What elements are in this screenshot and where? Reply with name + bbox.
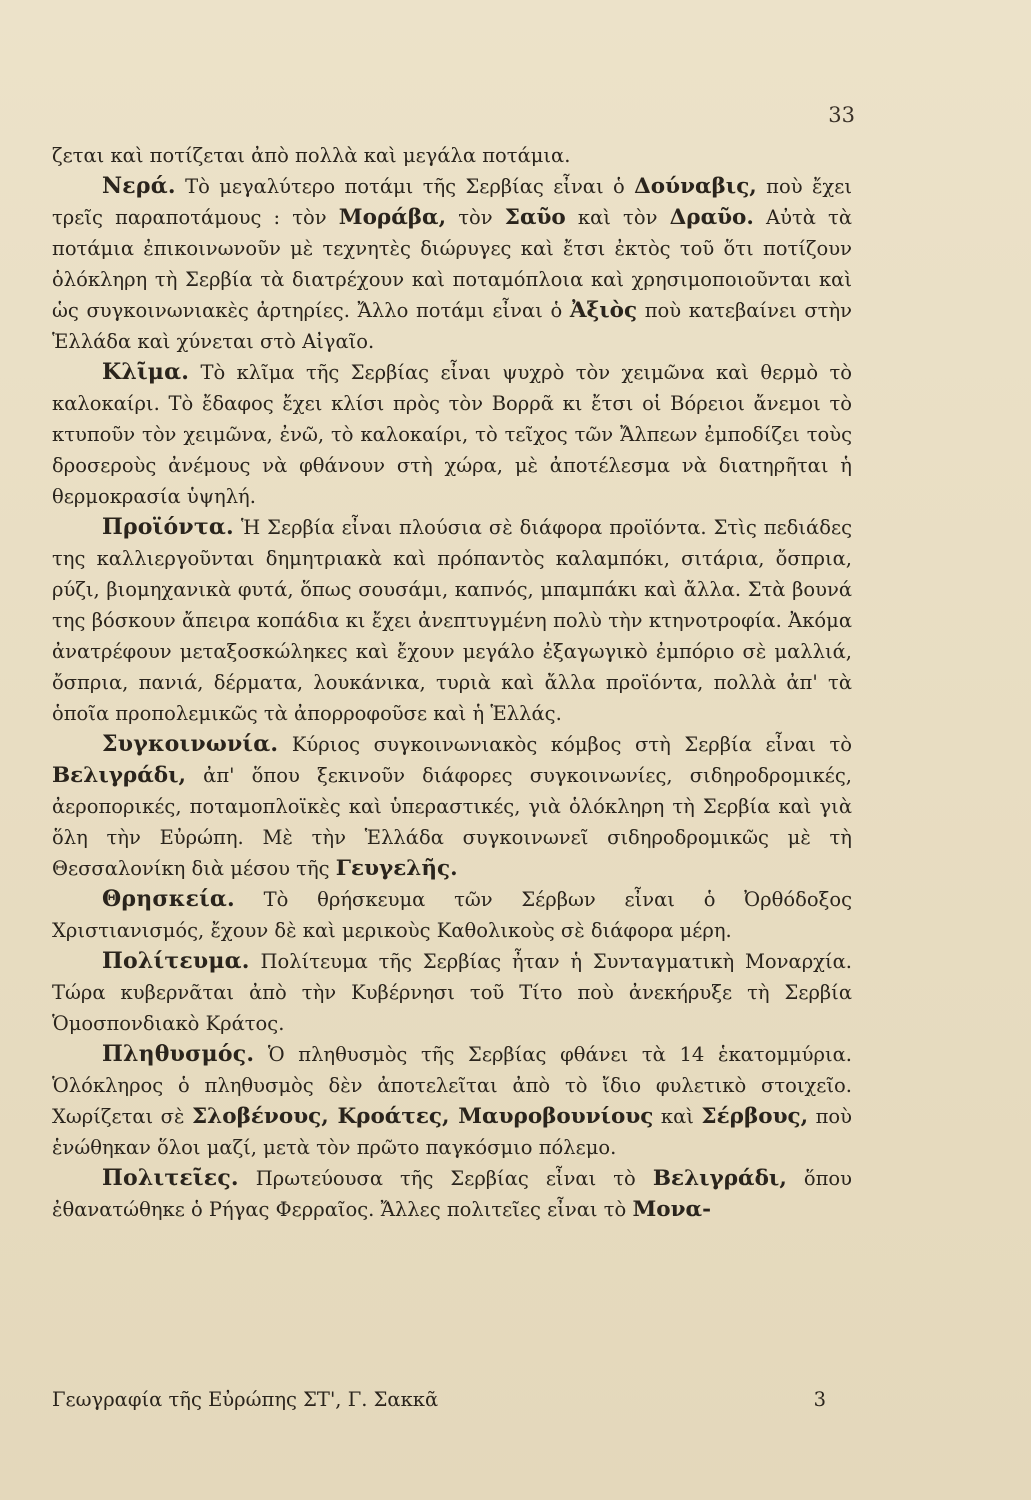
footer-title: Γεωγραφία τῆς Εὐρώπης ΣΤ', Γ. Σακκᾶ — [52, 1388, 439, 1411]
bold-term: Βελιγράδι, — [52, 763, 186, 788]
text-segment: καὶ — [653, 1105, 702, 1128]
paragraph-heading: Πολίτευμα. — [102, 948, 250, 974]
bold-term: Ἀξιὸς — [569, 298, 638, 323]
paragraph — [52, 884, 852, 946]
paragraph-heading: Νερά. — [102, 173, 176, 199]
text-segment: Τὸ κλῖμα τῆς Σερβίας εἶναι ψυχρὸ τὸν χειμῶνα καὶ θερμὸ τὸ καλοκαίρι. Τὸ ἔδαφος ἔχει κλίσι πρὸς τὸν Βορρᾶ κι ἔτσι οἱ Βόρειοι ἄνεμοι τὸ κτυποῦν τὸν χειμῶνα, ἐνῶ, τὸ καλοκαίρι, τὸ τεῖχος τῶν Ἄλπεων ἐμποδίζει τοὺς δροσεροὺς ἀνέμους νὰ φθάνουν στὴ χώρα, μὲ ἀποτέλεσμα νὰ διατηρῆται ἡ θερμοκρασία ὑψηλή. — [52, 361, 852, 508]
text-segment: καὶ τὸν — [565, 206, 670, 229]
page-footer — [52, 1388, 852, 1411]
paragraph — [52, 1039, 852, 1163]
bold-term: Δραῦο. — [669, 205, 754, 230]
paragraph-heading: Κλῖμα. — [102, 359, 190, 385]
paragraph — [52, 357, 852, 512]
text-segment: Πρωτεύουσα τῆς Σερβίας εἶναι τὸ — [238, 1167, 653, 1190]
text-segment: ποὺ ἔχει τρεῖς παραποτάμους : τὸν — [52, 175, 852, 229]
paragraph — [52, 140, 852, 171]
text-segment: Ἡ Σερβία εἶναι πλούσια σὲ διάφορα προϊόντα. Στὶς πεδιάδες της καλλιεργοῦνται δημητριακὰ καὶ πρόπαντὸς καλαμπόκι, σιτάρια, ὄσπρια, ρύζι, βιομηχανικὰ φυτά, ὅπως σουσάμι, καπνός, μπαμπάκι καὶ ἄλλα. Στὰ βουνά της βόσκουν ἄπειρα κοπάδια κι ἔχει ἀνεπτυγμένη πολὺ τὴν κτηνοτροφία. Ἀκόμα ἀνατρέφουν μεταξοσκώληκες καὶ ἔχουν μεγάλο ἐξαγωγικὸ ἐμπόριο σὲ μαλλιά, ὄσπρια, πανιά, δέρματα, λουκάνικα, τυριὰ καὶ ἄλλα προϊόντα, πολλὰ ἀπ' τὰ ὁποῖα προπολεμικῶς τὰ ἀπορροφοῦσε καὶ ἡ Ἑλλάς. — [52, 516, 852, 725]
text-segment: ποὺ ἑνώθηκαν ὅλοι μαζί, μετὰ τὸν πρῶτο παγκόσμιο πόλεμο. — [52, 1105, 853, 1159]
text-segment: Τὸ μεγαλύτερο ποτάμι τῆς Σερβίας εἶναι ὁ — [175, 175, 635, 198]
paragraph-heading: Θρησκεία. — [102, 886, 235, 912]
text-segment: ποὺ κατεβαίνει στὴν Ἑλλάδα καὶ χύνεται στὸ Αἰγαῖο. — [52, 299, 852, 353]
text-segment: τὸν — [446, 206, 505, 229]
text-segment: ζεται καὶ ποτίζεται ἀπὸ πολλὰ καὶ μεγάλα ποτάμια. — [52, 144, 571, 167]
paragraph — [52, 729, 852, 884]
bold-term: Σέρβους, — [701, 1104, 809, 1129]
page-number: 33 — [828, 103, 855, 127]
bold-term: Γευγελῆς. — [335, 856, 458, 881]
text-segment: Ὁ πληθυσμὸς τῆς Σερβίας φθάνει τὰ 14 ἑκατομμύρια. Ὁλόκληρος ὁ πληθυσμὸς δὲν ἀποτελεῖται ἀπὸ τὸ ἴδιο φυλετικὸ στοιχεῖο. Χωρίζεται σὲ — [52, 1043, 852, 1128]
paragraph — [52, 512, 852, 729]
paragraph-heading: Συγκοινωνία. — [102, 731, 279, 757]
paragraph — [52, 1163, 852, 1225]
bold-term: Σαῦο — [504, 205, 566, 230]
paragraph-heading: Πολιτεῖες. — [102, 1165, 239, 1191]
paragraph — [52, 171, 852, 357]
text-segment: ὅπου ἐθανατώθηκε ὁ Ρήγας Φερραῖος. Ἄλλες πολιτεῖες εἶναι τὸ — [52, 1167, 853, 1221]
text-segment: Αὐτὰ τὰ ποτάμια ἐπικοινωνοῦν μὲ τεχνητὲς διώρυγες καὶ ἔτσι ἐκτὸς τοῦ ὅτι ποτίζουν ὁλόκληρη τὴ Σερβία τὰ διατρέχουν καὶ ποταμόπλοια καὶ χρησιμοποιοῦνται καὶ ὡς συγκοινωνιακὲς ἀρτηρίες. Ἄλλο ποτάμι εἶναι ὁ — [52, 206, 853, 322]
text-segment: ἀπ' ὅπου ξεκινοῦν διάφορες συγκοινωνίες, σιδηροδρομικές, ἀεροπορικές, ποταμοπλοϊκὲς καὶ ὑπεραστικές, γιὰ ὁλόκληρη τὴ Σερβία καὶ γιὰ ὅλη τὴν Εὐρώπη. Μὲ τὴν Ἑλλάδα συγκοινωνεῖ σιδηροδρομικῶς μὲ τὴ Θεσσαλονίκη διὰ μέσου τῆς — [52, 764, 852, 880]
bold-term: Μοράβα, — [338, 205, 447, 230]
bold-term: Δούναβις, — [634, 174, 757, 199]
bold-term: Σλοβένους, Κροάτες, Μαυροβουνίους — [191, 1104, 654, 1129]
body-text — [52, 140, 852, 1225]
bold-term: Μονα- — [632, 1197, 712, 1222]
text-segment: Τὸ θρήσκευμα τῶν Σέρβων εἶναι ὁ Ὀρθόδοξος Χριστιανισμός, ἔχουν δὲ καὶ μερικοὺς Καθολικοὺς σὲ διάφορα μέρη. — [52, 888, 852, 942]
text-segment: Κύριος συγκοινωνιακὸς κόμβος στὴ Σερβία εἶναι τὸ — [278, 733, 852, 756]
signature-mark: 3 — [813, 1388, 826, 1411]
text-segment: Πολίτευμα τῆς Σερβίας ἦταν ἡ Συνταγματικὴ Μοναρχία. Τώρα κυβερνᾶται ἀπὸ τὴν Κυβέρνησι τοῦ Τίτο ποὺ ἀνεκήρυξε τὴ Σερβία Ὁμοσπονδιακὸ Κράτος. — [52, 950, 852, 1035]
paragraph-heading: Πληθυσμός. — [102, 1041, 255, 1067]
paragraph-heading: Προϊόντα. — [102, 514, 234, 540]
paragraph — [52, 946, 852, 1039]
bold-term: Βελιγράδι, — [652, 1166, 787, 1191]
